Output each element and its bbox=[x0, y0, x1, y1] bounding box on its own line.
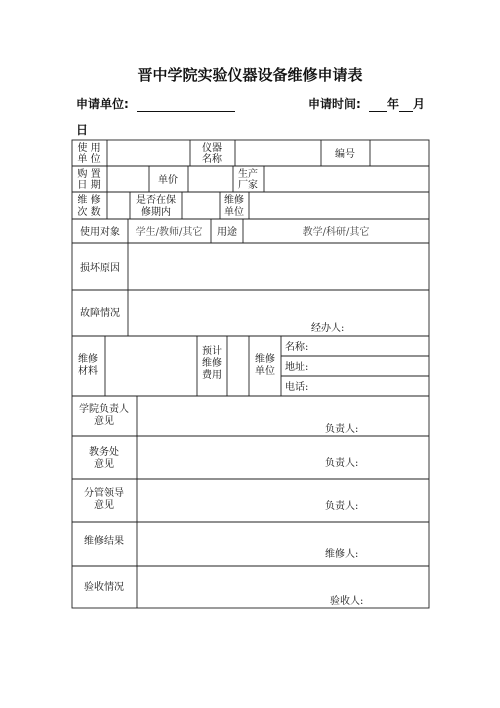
repair-count-label-2: 次 数 bbox=[77, 207, 101, 218]
repair-unit-label-2: 单位 bbox=[255, 366, 275, 377]
acceptance-label: 验收情况 bbox=[84, 582, 124, 593]
estimated-cost-label-3: 费用 bbox=[202, 370, 222, 381]
materials-label-1: 维修 bbox=[78, 354, 98, 365]
apply-time-label: 申请时间: bbox=[308, 97, 361, 111]
serial-no-label: 编号 bbox=[335, 149, 355, 160]
academic-affairs-label-2: 意见 bbox=[94, 459, 114, 470]
unit-price-label: 单价 bbox=[158, 175, 178, 186]
month-label: 月 bbox=[413, 97, 426, 111]
applicant-unit-label: 申请单位: bbox=[76, 97, 129, 111]
repairer-label: 维修人: bbox=[325, 549, 359, 560]
materials-label-2: 材料 bbox=[78, 366, 98, 377]
instrument-name-label-2: 名称 bbox=[202, 154, 222, 165]
warranty-label-1: 是否在保 bbox=[136, 195, 176, 206]
repair-unit-small-1: 维修 bbox=[224, 195, 244, 206]
manufacturer-label-1: 生产 bbox=[238, 169, 258, 180]
address-field-label: 地址: bbox=[285, 362, 309, 373]
estimated-cost-label-1: 预计 bbox=[202, 346, 222, 357]
purchase-date-label-2: 日 期 bbox=[77, 180, 101, 191]
form-title: 晋中学院实验仪器设备维修申请表 bbox=[137, 66, 363, 84]
table-border bbox=[72, 140, 429, 608]
handler-label: 经办人: bbox=[311, 323, 345, 334]
acceptor-label: 验收人: bbox=[330, 596, 364, 607]
responsible-label-2: 负责人: bbox=[325, 458, 359, 469]
user-unit-label-2: 单 位 bbox=[77, 154, 101, 165]
purchase-date-label-1: 购 置 bbox=[77, 169, 101, 180]
day-label: 日 bbox=[76, 123, 89, 137]
college-head-label-1: 学院负责人 bbox=[79, 404, 129, 415]
academic-affairs-label-1: 教务处 bbox=[89, 447, 119, 458]
damage-cause-label: 损坏原因 bbox=[80, 263, 120, 274]
user-unit-label-1: 使 用 bbox=[77, 143, 101, 154]
purpose-value: 教学/科研/其它 bbox=[302, 227, 370, 238]
instrument-name-label-1: 仪器 bbox=[202, 143, 222, 154]
repair-count-label-1: 维 修 bbox=[77, 195, 101, 206]
repair-unit-small-2: 单位 bbox=[224, 207, 244, 218]
user-type-label: 使用对象 bbox=[80, 227, 120, 238]
purpose-label: 用途 bbox=[217, 227, 237, 238]
leader-label-2: 意见 bbox=[94, 500, 114, 511]
estimated-cost-label-2: 维修 bbox=[202, 358, 222, 369]
warranty-label-2: 修期内 bbox=[141, 207, 171, 218]
leader-label-1: 分管领导 bbox=[84, 488, 124, 499]
user-type-value: 学生/教师/其它 bbox=[135, 227, 203, 238]
year-label: 年 bbox=[387, 97, 400, 111]
responsible-label-3: 负责人: bbox=[325, 501, 359, 512]
college-head-label-2: 意见 bbox=[94, 416, 114, 427]
manufacturer-label-2: 厂家 bbox=[238, 180, 258, 191]
fault-desc-label: 故障情况 bbox=[80, 308, 120, 319]
phone-field-label: 电话: bbox=[285, 382, 309, 393]
responsible-label-1: 负责人: bbox=[325, 424, 359, 435]
name-field-label: 名称: bbox=[285, 342, 309, 353]
repair-unit-label-1: 维修 bbox=[255, 354, 275, 365]
repair-result-label: 维修结果 bbox=[84, 536, 124, 547]
